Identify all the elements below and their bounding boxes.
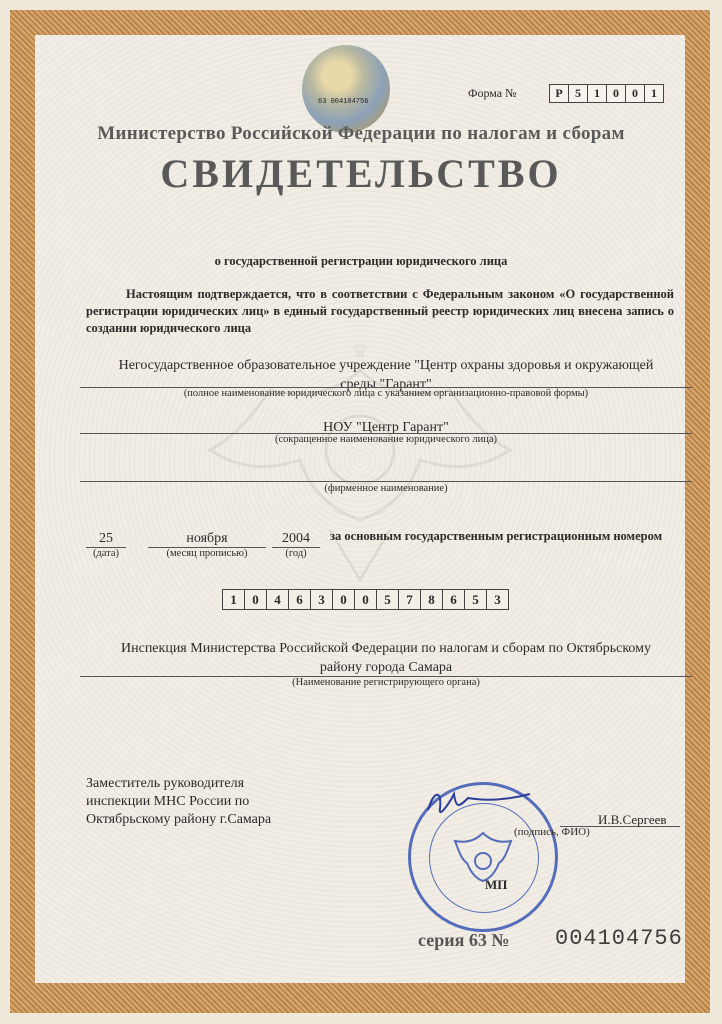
date-day-caption: (дата) bbox=[92, 548, 120, 559]
form-code-cell: 0 bbox=[626, 84, 645, 103]
ministry-heading: Министерство Российской Федерации по налогам и сборам bbox=[97, 123, 625, 144]
form-label: Форма № bbox=[468, 86, 517, 100]
ogrn-digit: 4 bbox=[267, 589, 289, 610]
date-month: ноября bbox=[186, 531, 228, 546]
ogrn-number bbox=[222, 589, 509, 610]
short-name-value: НОУ "Центр Гарант" bbox=[323, 420, 449, 435]
ogrn-digit: 5 bbox=[465, 589, 487, 610]
date-year-caption: (год) bbox=[285, 548, 307, 559]
signature-caption: (подпись, ФИО) bbox=[514, 826, 590, 838]
document-title: СВИДЕТЕЛЬСТВО bbox=[160, 151, 562, 196]
intro-paragraph bbox=[86, 286, 674, 337]
ogrn-digit: 8 bbox=[421, 589, 443, 610]
full-name-line1: Негосударственное образовательное учреждение "Центр охраны здоровья и окружающей bbox=[118, 358, 654, 373]
ogrn-digit: 6 bbox=[443, 589, 465, 610]
document-subtitle: о государственной регистрации юридического лица bbox=[214, 254, 508, 268]
registering-authority bbox=[80, 639, 692, 677]
hologram-number: 63 004104756 bbox=[318, 98, 369, 106]
ogrn-digit: 7 bbox=[399, 589, 421, 610]
ogrn-digit: 0 bbox=[333, 589, 355, 610]
series-label: серия 63 № bbox=[418, 930, 510, 950]
form-code-cell: Р bbox=[549, 84, 569, 103]
registration-number-label: за основным государственным регистрационным номером bbox=[330, 529, 663, 543]
svg-text:♛: ♛ bbox=[351, 341, 369, 363]
form-code-cell: 1 bbox=[645, 84, 664, 103]
ogrn-digit: 3 bbox=[311, 589, 333, 610]
short-name-caption: (сокращенное наименование юридического лица) bbox=[274, 434, 498, 445]
authority-caption: (Наименование регистрирующего органа) bbox=[292, 677, 480, 688]
stamp-place-label: МП bbox=[485, 877, 508, 892]
signatory-position-line1: Заместитель руководителя bbox=[86, 776, 245, 791]
ogrn-digit: 0 bbox=[245, 589, 267, 610]
form-code-cell: 1 bbox=[588, 84, 607, 103]
date-day: 25 bbox=[99, 531, 113, 546]
hologram-seal bbox=[302, 45, 390, 133]
signatory-position-line2: инспекции МНС России по bbox=[86, 794, 250, 809]
full-name-line2: среды "Гарант" bbox=[340, 377, 432, 392]
date-month-caption: (месяц прописью) bbox=[166, 548, 248, 559]
series-number: 004104756 bbox=[555, 926, 683, 951]
brand-name-caption: (фирменное наименование) bbox=[324, 483, 448, 494]
intro-text: Настоящим подтверждается, что в соответствии с Федеральным законом «О государственной регистрации юридических лиц» в единый государственный реестр юридических лиц внесена запись о создании юридического лица bbox=[86, 287, 674, 335]
form-code bbox=[549, 84, 664, 103]
form-code-cell: 0 bbox=[607, 84, 626, 103]
registering-authority-line1: Инспекция Министерства Российской Федерации по налогам и сборам по Октябрьскому bbox=[121, 641, 651, 656]
ogrn-digit: 5 bbox=[377, 589, 399, 610]
registering-authority-line2: району города Самара bbox=[319, 660, 453, 675]
ogrn-digit: 3 bbox=[487, 589, 509, 610]
full-name-caption: (полное наименование юридического лица с указанием организационно-правовой формы) bbox=[183, 388, 589, 399]
ogrn-digit: 0 bbox=[355, 589, 377, 610]
date-year: 2004 bbox=[282, 531, 310, 546]
form-code-cell: 5 bbox=[569, 84, 588, 103]
ogrn-digit: 1 bbox=[222, 589, 245, 610]
signatory-position bbox=[86, 775, 271, 829]
ogrn-digit: 6 bbox=[289, 589, 311, 610]
signatory-position-line3: Октябрьскому району г.Самара bbox=[86, 812, 272, 827]
brand-name-rule bbox=[80, 481, 692, 482]
signatory-name: И.В.Сергеев bbox=[598, 812, 667, 827]
